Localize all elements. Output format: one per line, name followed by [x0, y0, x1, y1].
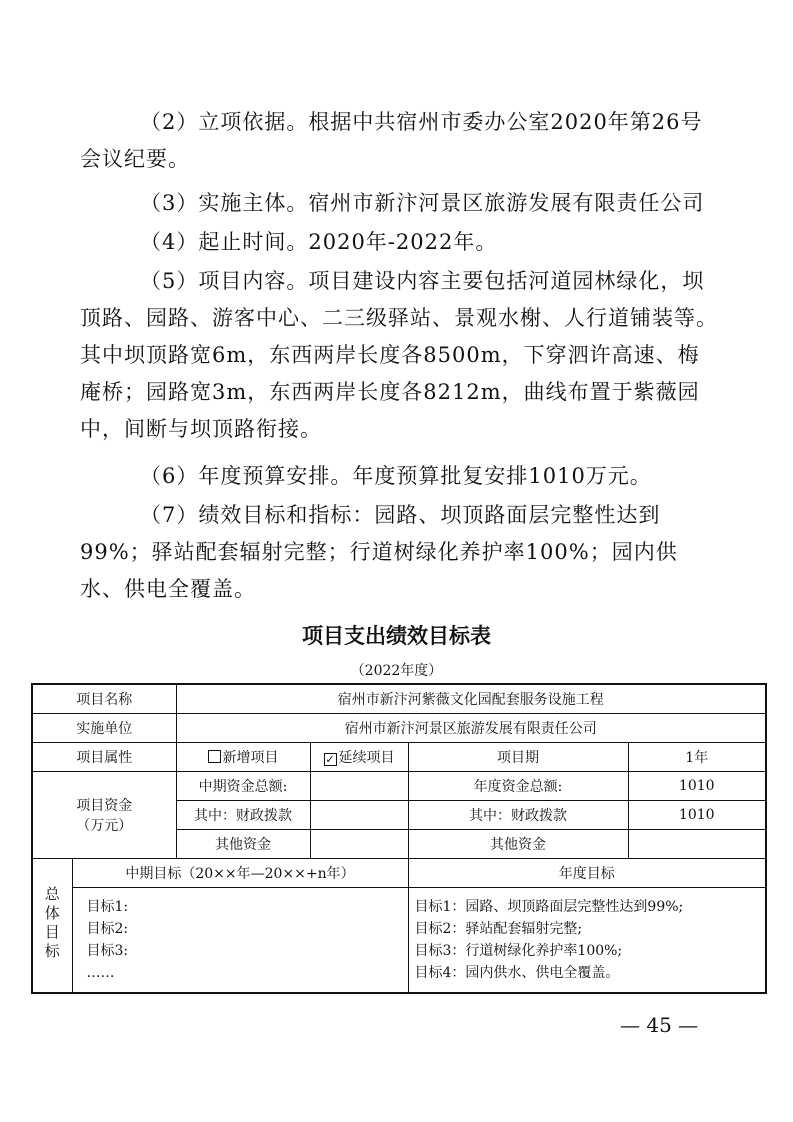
mid-goal-1: 目标1: [86, 899, 129, 915]
mid-goal-2: 目标2: [86, 921, 129, 937]
checkbox-icon [208, 750, 221, 763]
continued-project-label: 延续项目 [338, 750, 395, 766]
performance-table [31, 683, 767, 994]
checked-checkbox-icon: ✓ [325, 753, 335, 766]
funds-label [32, 772, 176, 859]
new-project-option [176, 743, 310, 772]
year-total-label: 年度资金总额: [408, 772, 628, 801]
year-goal-3: 目标3：行道树绿化养护率100%; [414, 943, 623, 959]
funds-unit: （万元） [76, 818, 133, 834]
table-title: 项目支出绩效目标表 [302, 624, 491, 648]
year-goal-4: 目标4：园内供水、供电全覆盖。 [414, 965, 620, 981]
mid-goals [72, 888, 408, 994]
other-year-value [628, 830, 766, 859]
new-project-label: 新增项目 [222, 750, 279, 766]
other-mid-label: 其他资金 [176, 830, 310, 859]
funds-label-text: 项目资金 [76, 798, 133, 814]
table-subtitle: （2022年度） [350, 663, 443, 679]
year-goal-2: 目标2：驿站配套辐射完整; [414, 921, 583, 937]
period-label: 项目期 [408, 743, 628, 772]
mid-goal-3: 目标3: [86, 943, 129, 959]
year-total-value: 1010 [628, 772, 766, 801]
continued-project-option [310, 743, 408, 772]
goal-side-text: 总体目标 [42, 885, 61, 962]
fiscal-mid-label: 其中：财政拨款 [176, 801, 310, 830]
other-mid-value [310, 830, 408, 859]
mid-goal-header: 中期目标（20××年—20××+n年） [72, 859, 408, 888]
project-name-label: 项目名称 [32, 684, 176, 714]
paragraph-goals: （7）绩效目标和指标：园路、坝顶路面层完整性达到99%；驿站配套辐射完整；行道树绿化养护率100%；园内供水、供电全覆盖。 [80, 503, 678, 601]
unit-label: 实施单位 [32, 714, 176, 743]
page-number: — 45 — [620, 1013, 699, 1037]
goal-side-label [32, 859, 72, 994]
fiscal-year-label: 其中：财政拨款 [408, 801, 628, 830]
paragraph-period: （4）起止时间。2020年-2022年。 [140, 230, 498, 254]
paragraph-entity: （3）实施主体。宿州市新汴河景区旅游发展有限责任公司 [140, 191, 705, 215]
paragraph-basis: （2）立项依据。根据中共宿州市委办公室2020年第26号会议纪要。 [80, 110, 703, 171]
project-name-value: 宿州市新汴河紫薇文化园配套服务设施工程 [176, 684, 766, 714]
mid-total-value [310, 772, 408, 801]
year-goals [408, 888, 766, 994]
fiscal-year-value: 1010 [628, 801, 766, 830]
other-year-label: 其他资金 [408, 830, 628, 859]
year-goal-header: 年度目标 [408, 859, 766, 888]
paragraph-content: （5）项目内容。项目建设内容主要包括河道园林绿化，坝顶路、园路、游客中心、二三级驿站、景观水榭、人行道铺装等。其中坝顶路宽6m，东西两岸长度各8500m，下穿泗许高速、梅庵桥；园路宽3m，东西两岸长度各8212m，曲线布置于紫薇园中，间断与坝顶路衔接。 [80, 269, 718, 441]
mid-goal-more: …… [86, 965, 115, 981]
unit-value: 宿州市新汴河景区旅游发展有限责任公司 [176, 714, 766, 743]
mid-total-label: 中期资金总额: [176, 772, 310, 801]
year-goal-1: 目标1：园路、坝顶路面层完整性达到99%; [414, 899, 684, 915]
attr-label: 项目属性 [32, 743, 176, 772]
period-value: 1年 [628, 743, 766, 772]
paragraph-budget: （6）年度预算安排。年度预算批复安排1010万元。 [140, 464, 652, 488]
fiscal-mid-value [310, 801, 408, 830]
